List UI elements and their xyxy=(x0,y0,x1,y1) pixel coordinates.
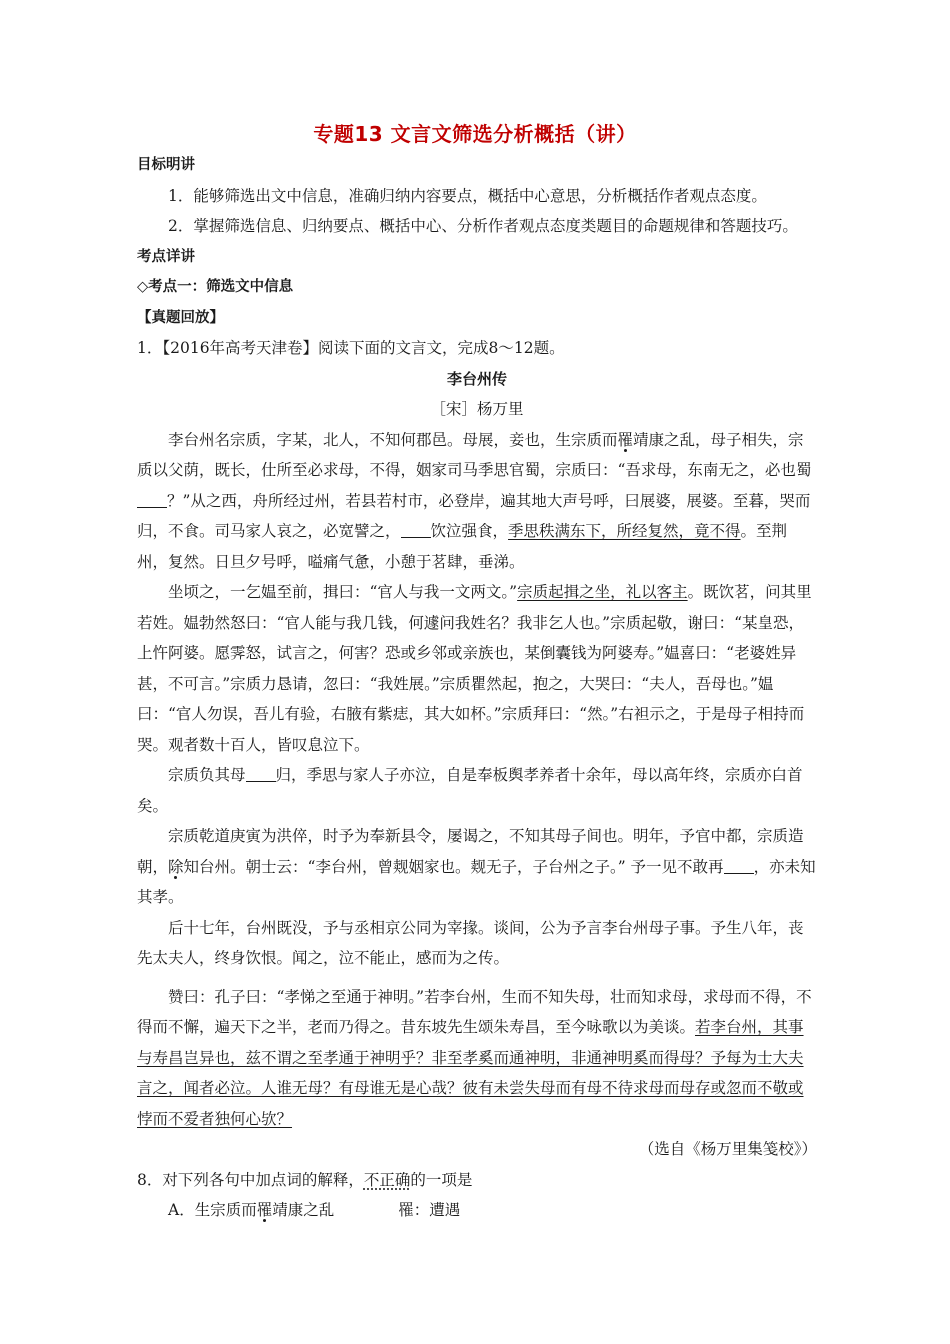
zhenti-label: 【真题回放】 xyxy=(137,309,224,326)
passage-paragraph-2: 坐顷之，一乞媪至前，揖曰：“官人与我一文两文。”宗质起揖之坐，礼以客主。既饮茗，问其里若姓。媪勃然怒曰：“官人能与我几钱，何遽问我姓名？我非乞人也。”宗质起敬，谢曰：“某皇恐，上忤阿婆。愿霁怒，试言之，何害？恐或乡邻或亲族也，某倒囊钱为阿婆寿。”媪喜曰：“老婆姓异甚，不可言。”宗质力恳请，忽曰：“我姓展。”宗质瞿然起，抱之，大哭曰：“夫人，吾母也。”媪曰：“官人勿误，吾儿有验，右腋有紫痣，其大如杯。”宗质拜曰：“然。”右袒示之，于是母子相持而哭。观者数十百人，皆叹息泣下。 xyxy=(137,583,812,754)
underlined-sentence: 宗质起揖之坐，礼以客主 xyxy=(517,583,688,601)
section-heading-goals: 目标明讲 xyxy=(137,157,195,173)
document-body xyxy=(137,150,817,1226)
question-intro: 1．【2016年高考天津卷】阅读下面的文言文，完成8～12题。 xyxy=(137,339,565,357)
underlined-sentence: 若李台州，其事与寿昌岂异也，兹不谓之至孝通于神明乎？ xyxy=(137,1018,804,1067)
goal-item-2: 2．掌握筛选信息、归纳要点、概括中心、分析作者观点态度类题目的命题规律和答题技巧。 xyxy=(168,217,798,235)
dotted-phrase: 不正确 xyxy=(363,1170,411,1189)
passage-title: 李台州传 xyxy=(446,369,507,388)
passage-paragraph-4: 宗质乾道庚寅为洪倅，时予为奉新县令，屡谒之，不知其母子间也。明年，予官中都，宗质造朝，除知台州。朝士云：“李台州，曾觌姻家也。觌无子，子台州之子。” 予一见不敢再 ，亦未知其孝。 xyxy=(137,827,816,906)
passage-author: ［宋］杨万里 xyxy=(430,400,524,418)
kaodian-point-1: ◇考点一：筛选文中信息 xyxy=(137,279,294,295)
passage-paragraph-5: 后十七年，台州既没，予与丞相京公同为宰掾。谈间，公为予言李台州母子事。予生八年，丧先太夫人，终身饮恨。闻之，泣不能止，感而为之传。 xyxy=(137,918,804,967)
passage-paragraph-1: 李台州名宗质，字某，北人，不知何郡邑。母展，妾也，生宗质而罹靖康之乱，母子相失，宗质以父荫，既长，仕所至必求母，不得，姻家司马季思官蜀，宗质曰：“吾求母，东南无之，必也蜀？”从之西，舟所经过州，若县若村市，必登岸，遍其地大声号呼，曰展婆，展婆。至暮，哭而归，不食。司马家人哀之，必宽譬之， 饮泣强食，季思秩满东下，所经复然，竟不得。至荆州，复然。日旦夕号呼，嗌痛气惫，小憩于茗肆，垂涕。 xyxy=(137,430,812,571)
passage-paragraph-6: 赞曰：孔子曰：“孝悌之至通于神明。”若李台州，生而不知失母，壮而知求母，求母而不得，不得而不懈，遍天下之半，老而乃得之。昔东坡先生颂朱寿昌，至今咏歌以为美谈。若李台州，其事与寿昌岂异也，兹不谓之至孝通于神明乎？非至孝奚而通神明，非通神明奚而得母？予每为士大夫言之，闻者必泣。人谁无母？有母谁无是心哉？彼有未尝失母而有母不待求母而母存或忽而不敬或悖而不爱者独何心欤？ xyxy=(137,987,812,1128)
underlined-sentence: 非至孝奚而通神明，非通神明奚而得母？予每为士大夫言之，闻者必泣。人谁无母？有母谁无是心哉？彼有未尝失母而有母不待求母而母存或忽而不敬或悖而不爱者独何心欤？ xyxy=(137,1048,804,1128)
question-8-stem: 8．对下列各句中加点词的解释，不正确的一项是 xyxy=(137,1170,473,1189)
section-heading-kaodian: 考点详讲 xyxy=(137,248,195,265)
passage-paragraph-3: 宗质负其母 归，季思与家人子亦泣，自是奉板舆孝养者十余年，母以高年终，宗质亦白首矣。 xyxy=(137,766,803,815)
option-definition: 罹：遭遇 xyxy=(398,1201,461,1219)
blank-line xyxy=(724,857,754,874)
passage-source: （选自《杨万里集笺校》） xyxy=(638,1140,817,1158)
dotted-word: 罹 xyxy=(256,1201,273,1219)
question-8-option-a: A．生宗质而罹靖康之乱 罹：遭遇 xyxy=(137,1195,817,1226)
dotted-word: 除 xyxy=(168,857,184,876)
dotted-word: 罹 xyxy=(617,430,634,449)
blank-line xyxy=(246,765,276,782)
underlined-sentence: 季思秩满东下，所经复然，竟不得 xyxy=(508,522,741,540)
blank-line xyxy=(401,521,431,538)
blank-line xyxy=(137,491,167,508)
goal-item-1: 1．能够筛选出文中信息，准确归纳内容要点，概括中心意思，分析概括作者观点态度。 xyxy=(168,186,767,205)
page-title: 专题13 文言文筛选分析概括（讲） xyxy=(313,122,637,146)
